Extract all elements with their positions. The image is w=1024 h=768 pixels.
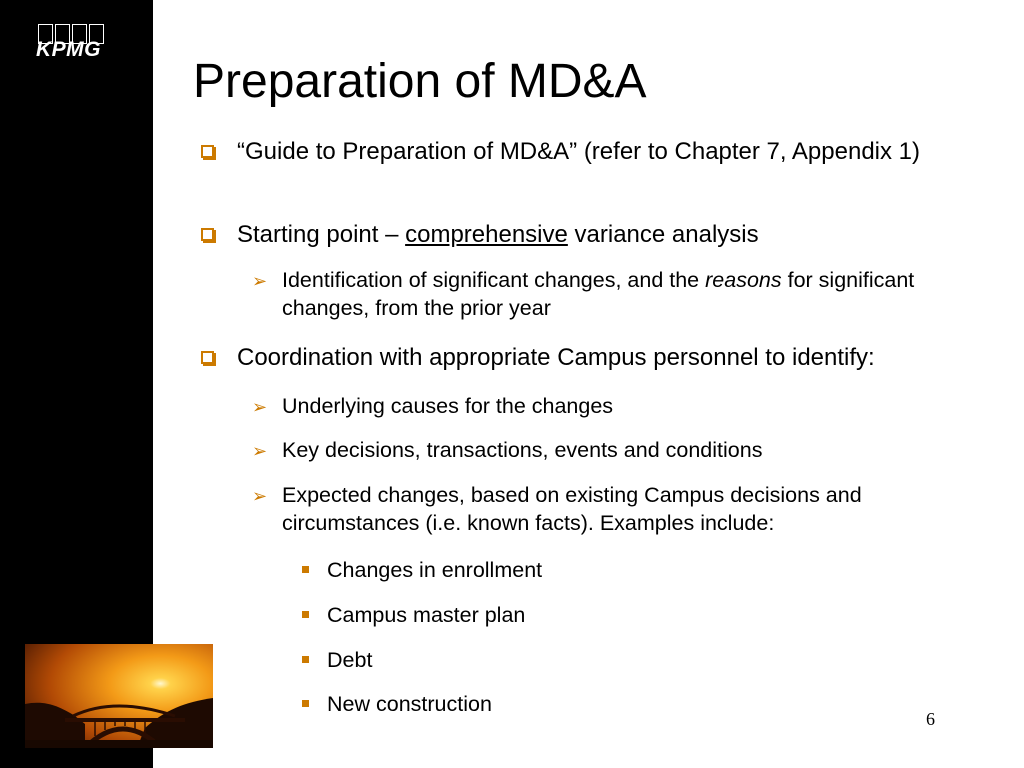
arrow-bullet-icon: ➢ [252,441,268,461]
bullet-coordination: Coordination with appropriate Campus personnel to identify: [237,344,875,371]
arrow-bullet-icon: ➢ [252,486,268,506]
logo-text: KPMG [36,38,101,61]
sub-bullet-key-decisions: Key decisions, transactions, events and conditions [282,438,763,462]
sub-bullet-expected-changes: Expected changes, based on existing Campus decisions and circumstances (i.e. known facts). Examples include: [282,483,862,536]
arrow-bullet-icon: ➢ [252,271,268,291]
hollow-square-icon [201,351,214,364]
sub-bullet-identification-rest: for significant changes, from the prior year [282,268,915,321]
filled-square-icon [302,611,309,618]
filled-square-icon [302,656,309,663]
bullet-guide: “Guide to Preparation of MD&A” (refer to Chapter 7, Appendix 1) [237,138,921,165]
example-master-plan: Campus master plan [327,603,526,627]
hollow-square-icon [201,228,214,241]
reasons-italic: reasons [705,268,782,292]
slide-title: Preparation of MD&A [193,55,647,108]
sunset-bridge-image [25,644,213,748]
hollow-square-icon [201,145,214,158]
example-enrollment: Changes in enrollment [327,558,543,582]
example-new-construction: New construction [327,692,492,716]
kpmg-logo [30,24,116,64]
page-number: 6 [926,709,935,729]
comprehensive-underlined: comprehensive [405,221,568,248]
filled-square-icon [302,700,309,707]
example-debt: Debt [327,648,373,672]
filled-square-icon [302,566,309,573]
sub-bullet-underlying-causes: Underlying causes for the changes [282,394,614,418]
sidebar [0,0,153,768]
sub-bullet-identification-text: Identification of significant changes, and the [282,268,706,292]
bullet-starting-point-text: Starting point – [237,221,406,248]
bullet-starting-point-rest: variance analysis [567,221,759,248]
sub-bullet-identification [282,266,1002,323]
bullet-starting-point [237,219,1007,251]
arrow-bullet-icon: ➢ [252,397,268,417]
